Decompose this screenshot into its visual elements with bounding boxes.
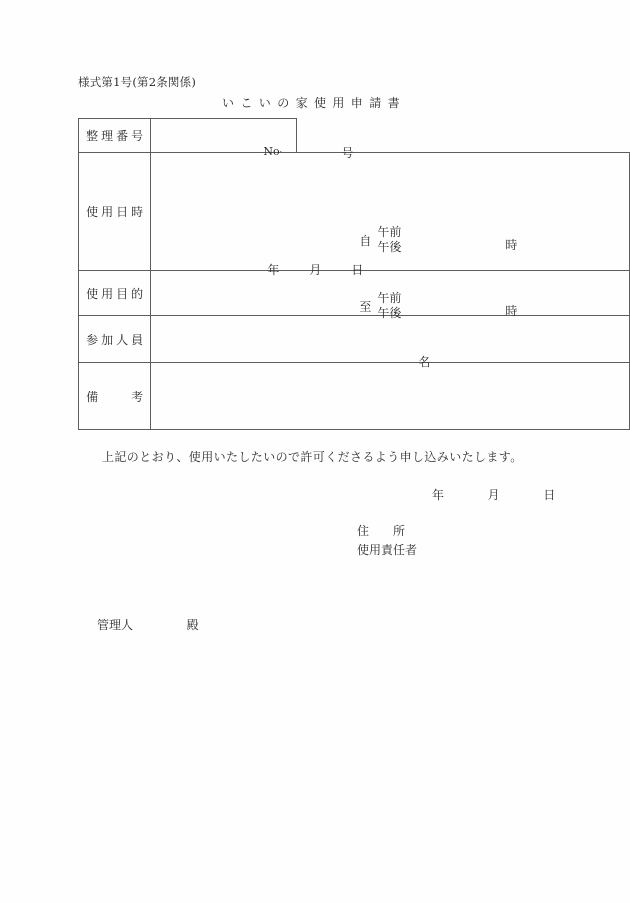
submission-month-label: 月 (487, 488, 500, 502)
end-ampm-group[interactable] (377, 291, 401, 322)
end-am-label[interactable]: 午前 (377, 290, 402, 305)
row-label-usage-datetime: 使用日時 (79, 153, 151, 271)
row-label-remarks: 備 考 (79, 363, 151, 430)
submission-date-line[interactable] (432, 486, 555, 503)
datetime-year-label: 年 (267, 262, 280, 277)
row-value-participants[interactable] (151, 316, 630, 369)
application-statement: 上記のとおり、使用いたしたいので許可くださるよう申し込みいたします。 (102, 450, 523, 464)
submission-day-label: 日 (543, 488, 556, 502)
form-number: 様式第1号(第2条関係) (78, 75, 197, 89)
start-mark-label: 自 (359, 233, 372, 248)
row-value-remarks[interactable] (151, 363, 630, 430)
address-label[interactable]: 住 所 (357, 524, 406, 538)
table-row-usage-datetime (79, 153, 630, 271)
row-value-reference-number[interactable] (151, 119, 354, 160)
row-label-reference-number: 整理番号 (79, 119, 151, 153)
responsible-person-label[interactable]: 使用責任者 (357, 542, 418, 557)
start-pm-label[interactable]: 午後 (377, 239, 402, 254)
administrator-honorific: 殿 (186, 618, 199, 632)
number-sign-label: No. (263, 144, 282, 158)
table-row-participants (79, 316, 630, 363)
signature-block (357, 522, 417, 559)
table-row-remarks (79, 363, 630, 430)
number-unit-label: 号 (341, 145, 354, 160)
start-am-label[interactable]: 午前 (377, 224, 402, 239)
datetime-month-label: 月 (309, 262, 322, 277)
application-table (78, 118, 630, 430)
participants-unit-label: 名 (418, 355, 431, 369)
start-hour-label: 時 (505, 237, 518, 252)
submission-year-label: 年 (432, 488, 445, 502)
start-ampm-group[interactable] (377, 225, 401, 256)
document-title: いこいの家使用申請書 (222, 96, 407, 110)
table-row-reference-number (79, 119, 630, 153)
end-hour-label: 時 (505, 303, 518, 318)
datetime-day-label: 日 (351, 262, 364, 277)
end-mark-label: 至 (359, 299, 372, 314)
end-time-group (359, 291, 401, 322)
administrator-label: 管理人 (97, 618, 134, 632)
row-label-participants: 参加人員 (79, 316, 151, 363)
end-pm-label[interactable]: 午後 (377, 305, 402, 320)
row-value-usage-datetime[interactable] (151, 153, 630, 320)
row-label-usage-purpose: 使用目的 (79, 271, 151, 316)
start-time-group (359, 225, 401, 256)
administrator-line (97, 616, 199, 633)
